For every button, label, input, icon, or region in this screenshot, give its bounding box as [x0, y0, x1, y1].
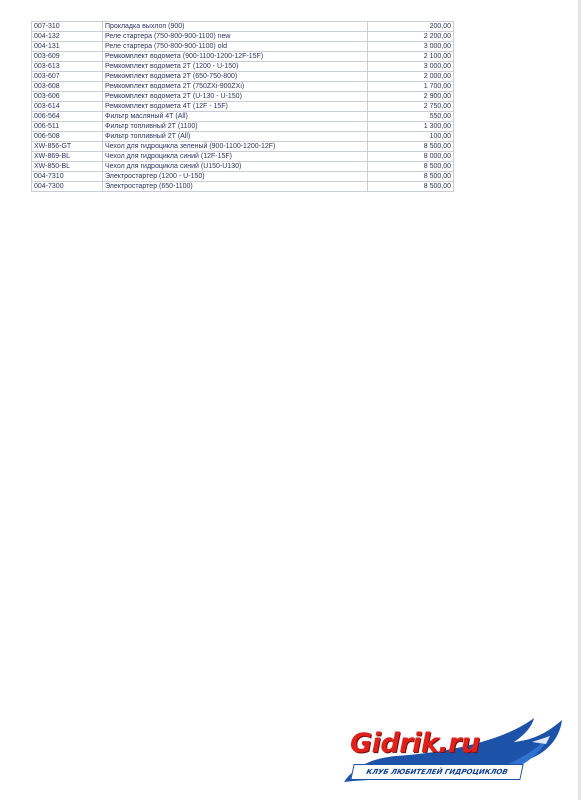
item-price: 2 750,00	[368, 102, 454, 112]
item-name: Реле стартера (750-800-900-1100) old	[103, 42, 368, 52]
table-row	[32, 32, 454, 42]
price-list-table	[31, 21, 454, 192]
item-code: 003-608	[32, 82, 103, 92]
item-code: 003-613	[32, 62, 103, 72]
table-row	[32, 42, 454, 52]
item-price: 100,00	[368, 132, 454, 142]
item-name: Фильтр топливный 2Т (1100)	[103, 122, 368, 132]
item-name: Ремкомплект водомета 2Т (1200 - U-150)	[103, 62, 368, 72]
item-name: Прокладка выхлоп (900)	[103, 22, 368, 32]
item-code: 006-508	[32, 132, 103, 142]
item-price: 3 000,00	[368, 62, 454, 72]
item-code: 004-7310	[32, 172, 103, 182]
item-code: 003-614	[32, 102, 103, 112]
item-price: 8 500,00	[368, 172, 454, 182]
item-price: 200,00	[368, 22, 454, 32]
item-price: 2 900,00	[368, 92, 454, 102]
table-row	[32, 172, 454, 182]
table-row	[32, 102, 454, 112]
item-price: 2 100,00	[368, 52, 454, 62]
item-name: Фильтр топливный 2Т (All)	[103, 132, 368, 142]
item-name: Электростартер (650-1100)	[103, 182, 368, 192]
table-row	[32, 92, 454, 102]
item-price: 2 200,00	[368, 32, 454, 42]
item-name: Ремкомплект водомета (900-1100-1200-12F-15F)	[103, 52, 368, 62]
gidrik-logo	[336, 712, 566, 790]
item-price: 8 500,00	[368, 142, 454, 152]
item-price: 1 300,00	[368, 122, 454, 132]
item-price: 3 000,00	[368, 42, 454, 52]
item-code: 004-7300	[32, 182, 103, 192]
rider-icon	[536, 726, 544, 734]
item-code: 003-606	[32, 92, 103, 102]
table-row	[32, 142, 454, 152]
item-code: 006-564	[32, 112, 103, 122]
table-row	[32, 112, 454, 122]
item-price: 8 500,00	[368, 182, 454, 192]
table-row	[32, 22, 454, 32]
item-price: 1 700,00	[368, 82, 454, 92]
item-code: 003-609	[32, 52, 103, 62]
table-row	[32, 182, 454, 192]
item-name: Фильтр масляный 4Т (All)	[103, 112, 368, 122]
item-code: 006-511	[32, 122, 103, 132]
item-code: XW-869-BL	[32, 152, 103, 162]
table-row	[32, 72, 454, 82]
table-row	[32, 152, 454, 162]
item-name: Ремкомплект водомета 2Т (U-130 - U-150)	[103, 92, 368, 102]
item-name: Ремкомплект водомета 2Т (750ZXi-900ZXi)	[103, 82, 368, 92]
item-name: Реле стартера (750-800-900-1100) new	[103, 32, 368, 42]
logo-title: Gidrik.ru	[350, 728, 480, 759]
logo-tagline: КЛУБ ЛЮБИТЕЛЕЙ ГИДРОЦИКЛОВ	[350, 764, 523, 780]
item-price: 8 000,00	[368, 152, 454, 162]
item-price: 2 000,00	[368, 72, 454, 82]
table-row	[32, 52, 454, 62]
item-code: 007-310	[32, 22, 103, 32]
item-price: 8 500,00	[368, 162, 454, 172]
table-row	[32, 122, 454, 132]
item-code: XW-856-GT	[32, 142, 103, 152]
item-code: 003-607	[32, 72, 103, 82]
item-name: Чехол для гидроцикла зеленый (900-1100-1200-12F)	[103, 142, 368, 152]
table-row	[32, 62, 454, 72]
price-list-body	[32, 22, 454, 192]
item-name: Чехол для гидроцикла синий (U150-U130)	[103, 162, 368, 172]
table-row	[32, 82, 454, 92]
item-code: 004-132	[32, 32, 103, 42]
item-code: 004-131	[32, 42, 103, 52]
table-row	[32, 162, 454, 172]
item-price: 550,00	[368, 112, 454, 122]
item-name: Ремкомплект водомета 4Т (12F - 15F)	[103, 102, 368, 112]
item-name: Электростартер (1200 - U-150)	[103, 172, 368, 182]
table-row	[32, 132, 454, 142]
item-code: XW-850-BL	[32, 162, 103, 172]
item-name: Чехол для гидроцикла синий (12F-15F)	[103, 152, 368, 162]
item-name: Ремкомплект водомета 2Т (650-750-800)	[103, 72, 368, 82]
